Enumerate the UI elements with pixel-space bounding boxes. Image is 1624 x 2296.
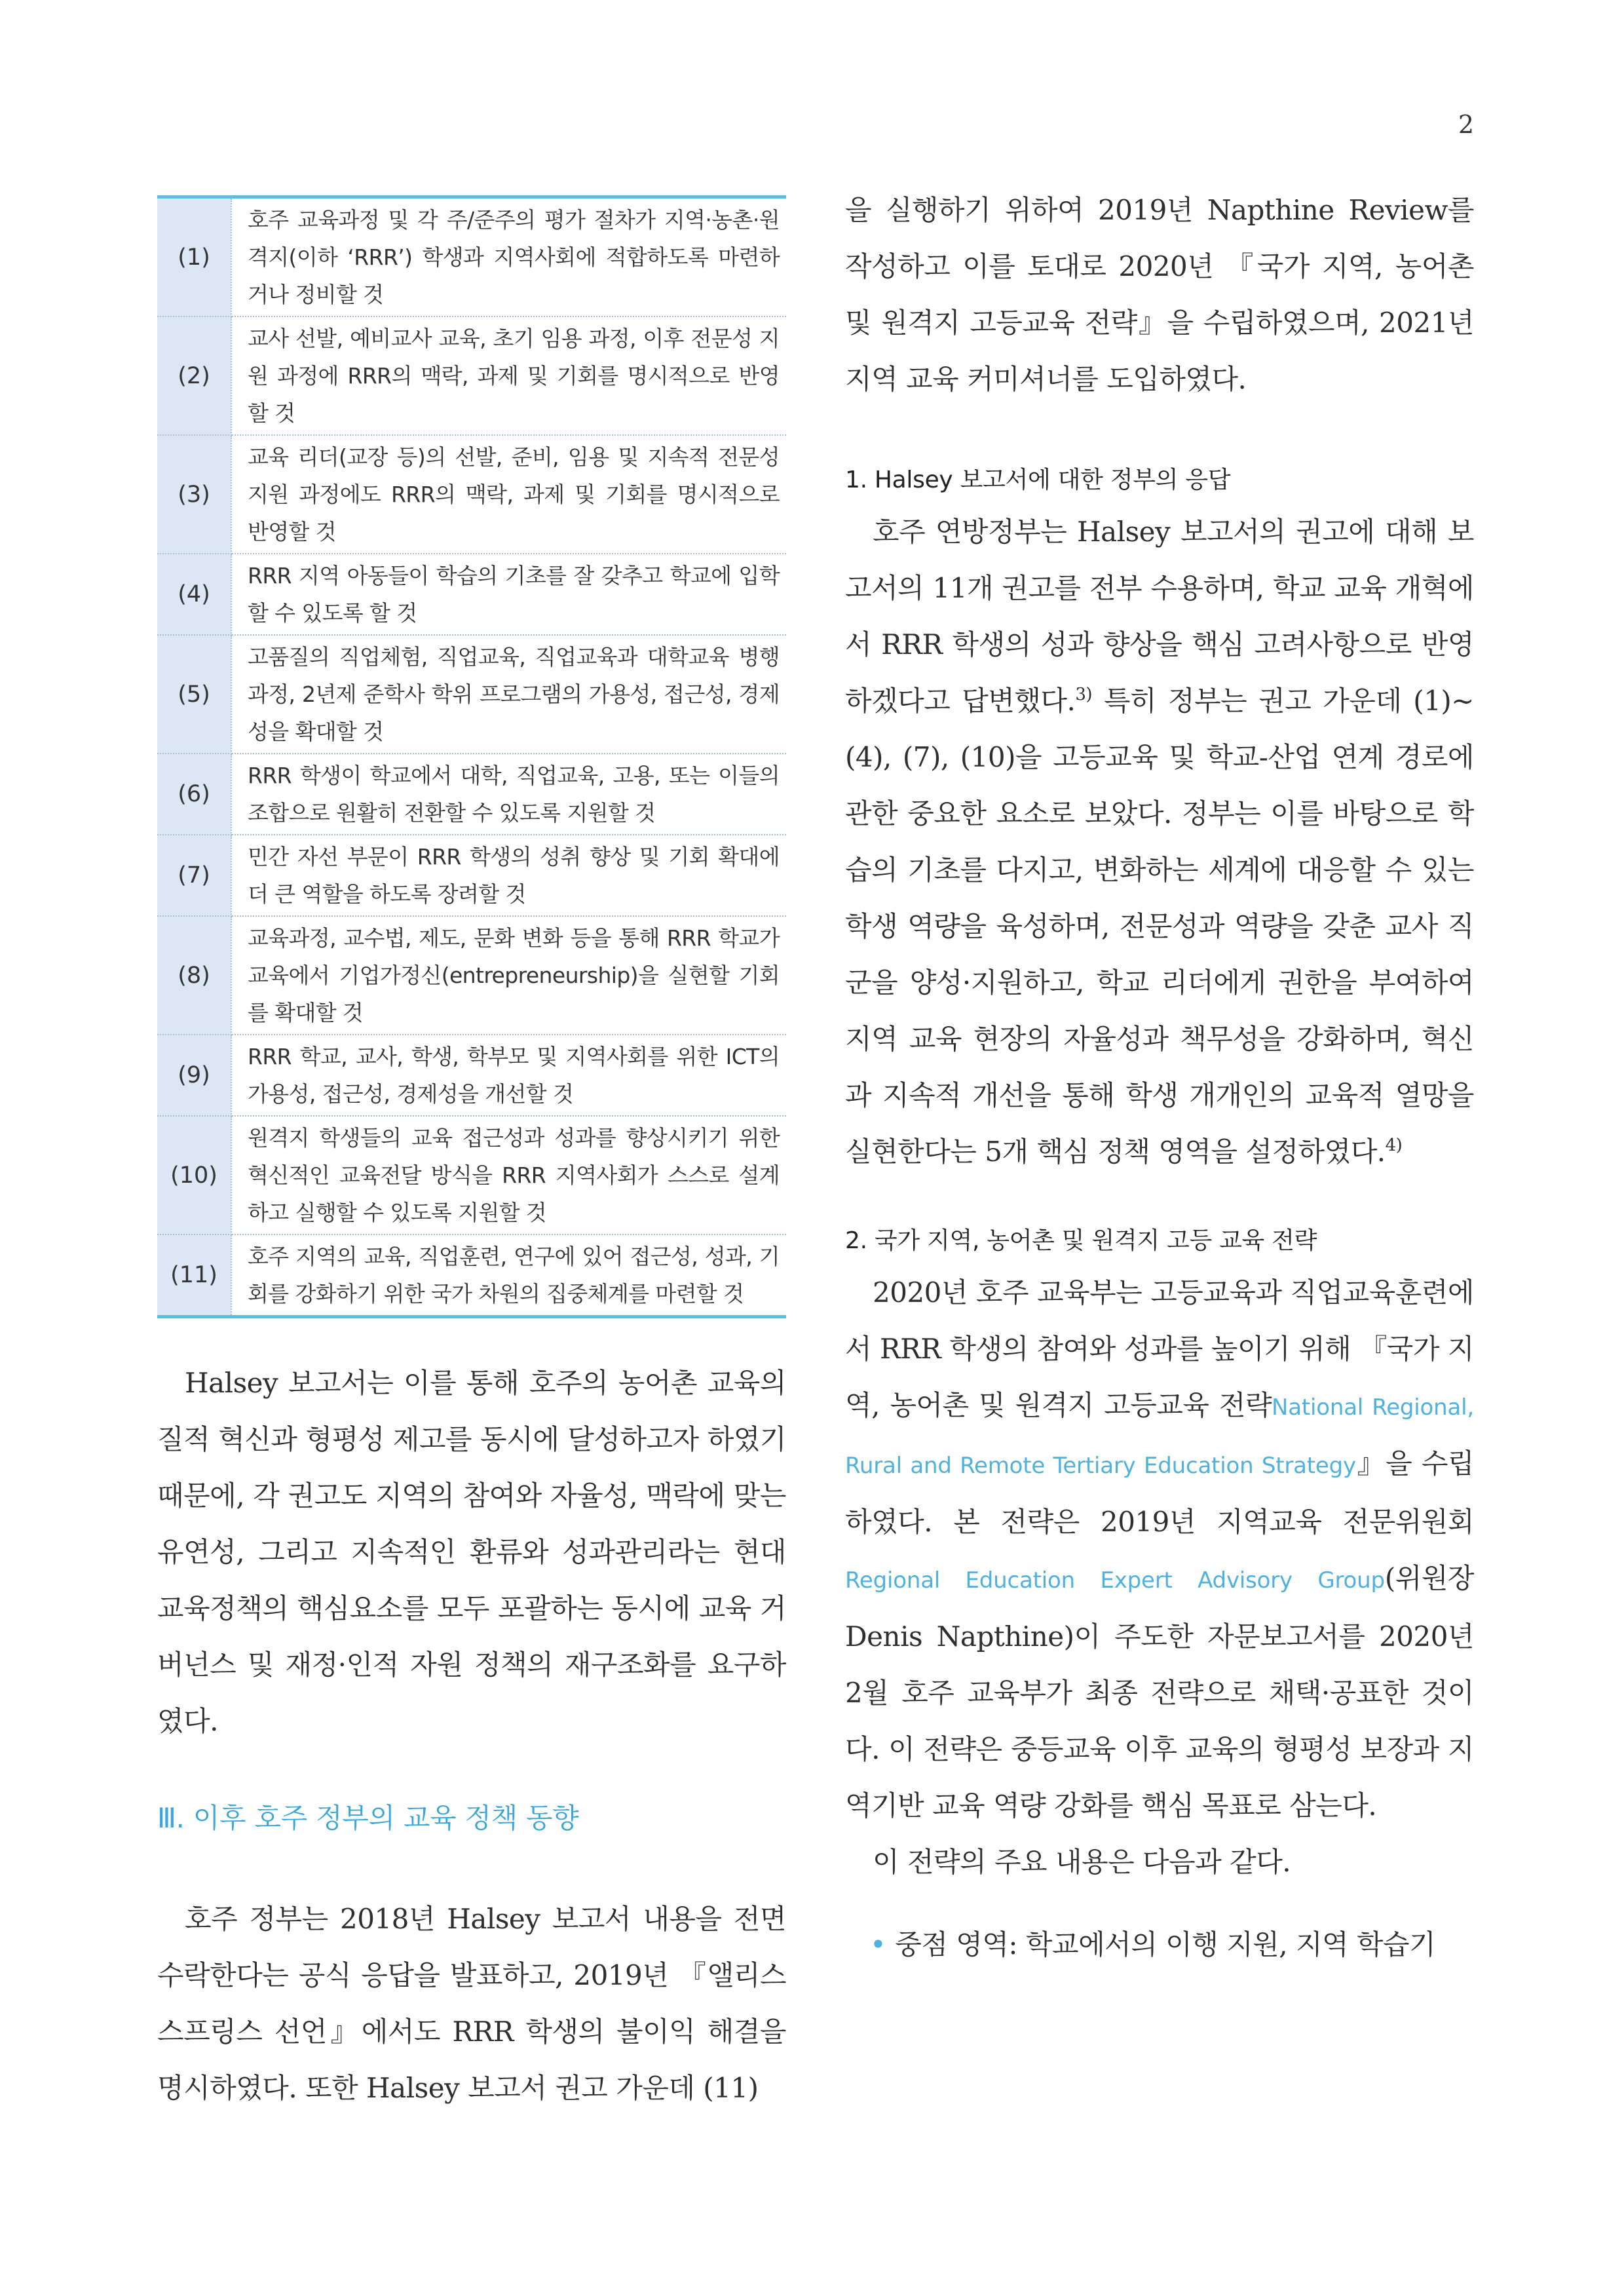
recommendation-text: RRR 지역 아동들이 학습의 기초를 잘 갖추고 학교에 입학할 수 있도록 할 것 — [231, 554, 786, 635]
recommendations-table — [157, 195, 786, 1318]
recommendation-text: 호주 지역의 교육, 직업훈련, 연구에 있어 접근성, 성과, 기회를 강화하기 위한 국가 차원의 집중체계를 마련할 것 — [248, 1244, 780, 1307]
recommendation-number: (4) — [157, 554, 231, 635]
recommendation-text: RRR 학생이 학교에서 대학, 직업교육, 고용, 또는 이들의 조합으로 원활히 전환할 수 있도록 지원할 것 — [231, 754, 786, 835]
table-row — [157, 916, 786, 1035]
recommendation-number: (9) — [157, 1035, 231, 1116]
table-row — [157, 197, 786, 317]
federal-response-paragraph — [845, 504, 1474, 1180]
footnote-4-ref[interactable]: 4) — [1385, 1136, 1403, 1155]
table-row — [157, 835, 786, 916]
recommendation-text: 호주 교육과정 및 각 주/준주의 평가 절차가 지역·농촌·원격지(이하 ‘RRR’) 학생과 지역사회에 적합하도록 마련하거나 정비할 것 — [231, 197, 786, 317]
recommendation-text: 교육 리더(교장 등)의 선발, 준비, 임용 및 지속적 전문성 지원 과정에도 RRR의 맥락, 과제 및 기회를 명시적으로 반영할 것 — [231, 435, 786, 554]
advisory-group-english-name: Regional Education Expert Advisory Group — [845, 1567, 1385, 1594]
recommendation-number: (3) — [157, 435, 231, 554]
strategy-text-b: 』을 수립하였다. 본 전략은 2019년 지역교육 전문위원회 — [845, 1447, 1475, 1538]
recommendation-number: (5) — [157, 635, 231, 754]
recommendation-text: 민간 자선 부문이 RRR 학생의 성취 향상 및 기회 확대에 더 큰 역할을 하도록 장려할 것 — [231, 835, 786, 916]
bullet-item-1-text: 중점 영역: 학교에서의 이행 지원, 지역 학습기 — [895, 1928, 1436, 1961]
strategy-paragraph — [845, 1265, 1474, 1834]
continuation-paragraph: 을 실행하기 위하여 2019년 Napthine Review를 작성하고 이를 토대로 2020년 『국가 지역, 농어촌 및 원격지 고등교육 전략』을 수립하였으며, 2021년 지역 교육 커미셔너를 도입하였다. — [845, 194, 1474, 395]
recommendation-text: 고품질의 직업체험, 직업교육, 직업교육과 대학교육 병행 과정, 2년제 준학사 학위 프로그램의 가용성, 접근성, 경제성을 확대할 것 — [231, 635, 786, 754]
table-row — [157, 1035, 786, 1116]
recommendation-text: 교사 선발, 예비교사 교육, 초기 임용 과정, 이후 전문성 지원 과정에 RRR의 맥락, 과제 및 기회를 명시적으로 반영할 것 — [231, 316, 786, 435]
subheading-1: 1. Halsey 보고서에 대한 정부의 응답 — [845, 467, 1231, 493]
table-row — [157, 1116, 786, 1234]
bullet-icon: • — [870, 1928, 886, 1961]
strategy-text-a: 2020년 호주 교육부는 고등교육과 직업교육훈련에서 RRR 학생의 참여와 성과를 높이기 위해 『국가 지역, 농어촌 및 원격지 고등교육 전략 — [845, 1276, 1474, 1421]
recommendation-number: (1) — [157, 197, 231, 317]
recommendation-number: (6) — [157, 754, 231, 835]
table-row — [157, 316, 786, 435]
table-row — [157, 435, 786, 554]
halsey-summary-paragraph: Halsey 보고서는 이를 통해 호주의 농어촌 교육의 질적 혁신과 형평성 제고를 동시에 달성하고자 하였기 때문에, 각 권고도 지역의 참여와 자율성, 맥락에 맞는 유연성, 그리고 지속적인 환류와 성과관리라는 현대 교육정책의 핵심요소를 모두 포괄하는 동시에 교육 거버넌스 및 재정·인적 자원 정책의 재구조화를 요구하였다. — [157, 1367, 786, 1737]
strategy-contents-intro: 이 전략의 주요 내용은 다음과 같다. — [873, 1846, 1291, 1878]
federal-response-text-a: 호주 연방정부는 Halsey 보고서의 권고에 대해 보고서의 11개 권고를 전부 수용하며, 학교 교육 개혁에서 RRR 학생의 성과 향상을 핵심 고려사항으로 반영하겠다고 답변했다. — [845, 516, 1474, 717]
strategy-english-name: National Regional, Rural and Remote Tertiary Education Strategy — [845, 1394, 1474, 1479]
section-heading-3: Ⅲ. 이후 호주 정부의 교육 정책 동향 — [157, 1802, 579, 1834]
recommendation-number: (10) — [157, 1116, 231, 1234]
table-row — [157, 754, 786, 835]
bullet-item-1 — [845, 1917, 1474, 1973]
table-row — [157, 554, 786, 635]
strategy-text-c: (위원장 Denis Napthine)이 주도한 자문보고서를 2020년 2월 호주 교육부가 최종 전략으로 채택·공표한 것이다. 이 전략은 중등교육 이후 교육의 형평성 보장과 지역기반 교육 역량 강화를 핵심 목표로 삼는다. — [845, 1562, 1474, 1822]
recommendation-number: (8) — [157, 916, 231, 1035]
recommendation-text: 원격지 학생들의 교육 접근성과 성과를 향상시키기 위한 혁신적인 교육전달 방식을 RRR 지역사회가 스스로 설계하고 실행할 수 있도록 지원할 것 — [231, 1116, 786, 1234]
page-number: 2 — [1458, 110, 1474, 139]
recommendation-number: (7) — [157, 835, 231, 916]
recommendation-number: (11) — [157, 1234, 231, 1317]
federal-response-text-b: 특히 정부는 권고 가운데 (1)~(4), (7), (10)을 고등교육 및 학교-산업 연계 경로에 관한 중요한 요소로 보았다. 정부는 이를 바탕으로 학습의 기초를 다지고, 변화하는 세계에 대응할 수 있는 학생 역량을 육성하며, 전문성과 역량을 갖춘 교사 직군을 양성·지원하고, 학교 리더에게 권한을 부여하여 지역 교육 현장의 자율성과 책무성을 강화하며, 혁신과 지속적 개선을 통해 학생 개개인의 교육적 열망을 실현한다는 5개 핵심 정책 영역을 설정하였다. — [845, 685, 1474, 1168]
recommendation-text: 교육과정, 교수법, 제도, 문화 변화 등을 통해 RRR 학교가 교육에서 기업가정신(entrepreneurship)을 실현할 기회를 확대할 것 — [231, 916, 786, 1035]
recommendation-number: (2) — [157, 316, 231, 435]
table-row — [157, 635, 786, 754]
right-column — [845, 182, 1474, 1973]
subheading-2: 2. 국가 지역, 농어촌 및 원격지 고등 교육 전략 — [845, 1227, 1317, 1254]
recommendation-text: RRR 학교, 교사, 학생, 학부모 및 지역사회를 위한 ICT의 가용성, 접근성, 경제성을 개선할 것 — [231, 1035, 786, 1116]
government-response-paragraph: 호주 정부는 2018년 Halsey 보고서 내용을 전면 수락한다는 공식 응답을 발표하고, 2019년 『앨리스 스프링스 선언』에서도 RRR 학생의 불이익 해결을 명시하였다. 또한 Halsey 보고서 권고 가운데 (11) — [157, 1903, 786, 2104]
footnote-3-ref[interactable]: 3) — [1075, 685, 1093, 704]
left-column — [157, 195, 786, 2116]
table-row — [157, 1234, 786, 1317]
